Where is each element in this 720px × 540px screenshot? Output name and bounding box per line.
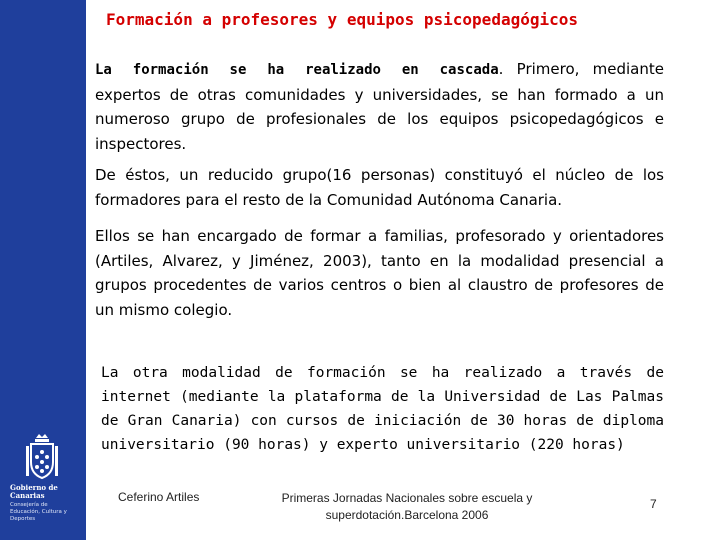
paragraph-2: De éstos, un reducido grupo(16 personas) constituyó el núcleo de los formadores para el resto de la Comunidad Autónoma Canaria. xyxy=(95,166,664,209)
sidebar-band xyxy=(0,0,86,540)
coat-of-arms-icon xyxy=(24,432,60,480)
paragraph-4: La otra modalidad de formación se ha realizado a través de internet (mediante la plataforma de la Universidad de Las Palmas de Gran Canaria) con cursos de iniciación de 30 horas de diploma universitario (90 horas) y experto universitario (220 horas) xyxy=(101,365,664,453)
logo-org-name: Gobierno de Canarias xyxy=(10,483,58,500)
paragraph-3: Ellos se han encargado de formar a familias, profesorado y orientadores (Artiles, Alvarez, y Jiménez, 2003), tanto en la modalidad presencial a grupos procedentes de varios centros o bien al claustro de profesores de un mismo colegio. xyxy=(95,227,664,319)
page-number: 7 xyxy=(650,497,657,511)
slide-title: Formación a profesores y equipos psicopedagógicos xyxy=(106,10,579,29)
paragraph-1 xyxy=(95,57,664,156)
paragraph-1-lead: La formación se ha realizado en cascada xyxy=(95,62,499,78)
gobierno-canarias-logo xyxy=(10,432,76,523)
footer-author: Ceferino Artiles xyxy=(118,490,200,504)
paragraph-1-text: . Primero, mediante expertos de otras comunidades y universidades, se han formado a un numeroso grupo de profesionales de los equipos psicopedagógicos e inspectores. xyxy=(95,60,664,153)
logo-department: Consejería de Educación, Cultura y Deportes xyxy=(10,502,67,522)
footer-event: Primeras Jornadas Nacionales sobre escuela y superdotación.Barcelona 2006 xyxy=(281,491,533,522)
